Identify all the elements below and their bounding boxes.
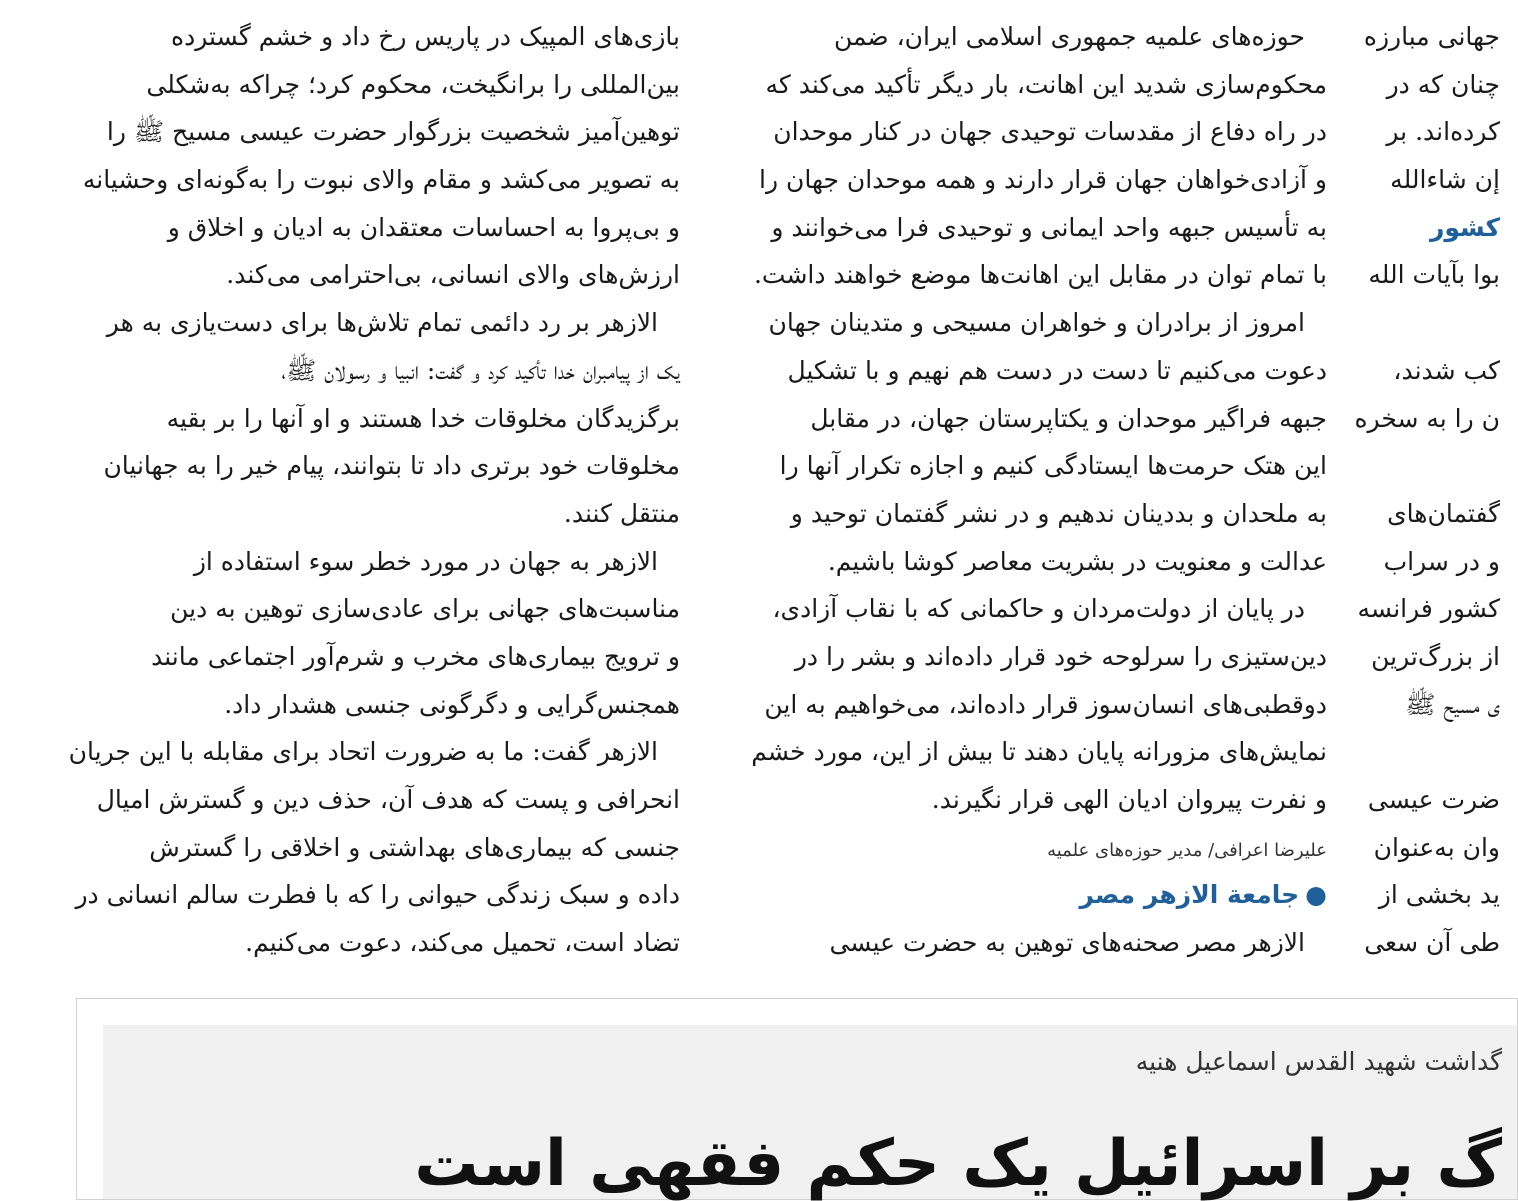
bullet-icon: ● xyxy=(1305,880,1327,910)
text-line: کشور فرانسه xyxy=(1357,594,1500,624)
related-article-headline: گ بر اسرائیل یک حکم فقهی است xyxy=(414,1127,1502,1201)
related-article-box xyxy=(76,998,1518,1200)
text-line: این هتک حرمت‌ها ایستادگی کنیم و اجازه تکرار آنها را xyxy=(779,451,1327,481)
text-line: با تمام توان در مقابل این اهانت‌ها موضع خواهند داشت. xyxy=(753,260,1327,290)
text-line: جنسی که بیماری‌های بهداشتی و اخلاقی را گسترش xyxy=(149,832,680,862)
text-line: مناسبت‌های جهانی برای عادی‌سازی توهین به دین xyxy=(170,594,680,624)
text-line: امروز از برادران و خواهران مسیحی و متدینان جهان xyxy=(768,308,1305,338)
text-line: الازهر مصر صحنه‌های توهین به حضرت عیسی xyxy=(829,928,1305,958)
text-line: به تصویر می‌کشد و مقام والای نبوت را به‌گونه‌ای وحشیانه xyxy=(82,165,680,195)
text-line: الازهر گفت: ما به ضرورت اتحاد برای مقابله با این جریان xyxy=(68,737,658,767)
text-line: برگزیدگان مخلوقات خدا هستند و او آنها را بر بقیه xyxy=(166,403,680,433)
text-line: جهانی مبارزه xyxy=(1363,22,1500,51)
text-line: و بی‌پروا به احساسات معتقدان به ادیان و اخلاق و xyxy=(167,212,680,242)
related-article-panel xyxy=(103,1025,1517,1199)
article-column-left xyxy=(68,13,680,967)
text-line: الازهر به جهان در مورد خطر سوء استفاده از xyxy=(193,546,658,576)
text-line: عدالت و معنویت در بشریت معاصر کوشا باشیم. xyxy=(827,546,1327,576)
text-line: و آزادی‌خواهان جهان قرار دارند و همه موحدان جهان را xyxy=(759,165,1327,195)
article-column-right-cropped xyxy=(1354,13,1500,967)
author-credit xyxy=(727,824,1327,872)
text-line: جبهه فراگیر موحدان و یکتاپرستان جهان، در مقابل xyxy=(810,403,1327,433)
text-line: کرده‌اند. بر xyxy=(1386,117,1500,147)
text-line: و در سراب xyxy=(1383,546,1500,576)
text-line: دعوت می‌کنیم تا دست در دست هم نهیم و با تشکیل xyxy=(787,355,1327,385)
text-line: بازی‌های المپیک در پاریس رخ داد و خشم گسترده xyxy=(171,22,680,51)
text-line: گفتمان‌های xyxy=(1387,498,1500,528)
text-line: محکوم‌سازی شدید این اهانت، بار دیگر تأکید می‌کند که xyxy=(765,69,1327,99)
section-subhead xyxy=(727,871,1327,919)
related-article-kicker: گداشت شهید القدس اسماعیل هنیه xyxy=(1135,1047,1502,1076)
text-line: تضاد است، تحمیل می‌کند، دعوت می‌کنیم. xyxy=(245,928,680,958)
text-line: توهین‌آمیز شخصیت بزرگوار حضرت عیسی مسیح ﷺ را xyxy=(106,117,680,147)
text-line: در پایان از دولت‌مردان و حاکمانی که با نقاب آزادی، xyxy=(772,594,1305,624)
text-line: بین‌المللی را برانگیخت، محکوم کرد؛ چراکه به‌شکلی xyxy=(146,69,680,99)
author-credit-text: علیرضا اعرافی/ مدیر حوزه‌های علمیه xyxy=(1047,839,1327,861)
text-line: و ترویج بیماری‌های مخرب و شرم‌آور اجتماعی مانند xyxy=(151,641,680,671)
text-line: همجنس‌گرایی و دگرگونی جنسی هشدار داد. xyxy=(224,689,680,719)
text-line: در راه دفاع از مقدسات توحیدی جهان در کنار موحدان xyxy=(773,117,1327,147)
text-line: إن شاءالله xyxy=(1390,165,1500,195)
text-line xyxy=(1372,442,1500,490)
text-line: چنان که در xyxy=(1386,69,1500,99)
text-line: نمایش‌های مزورانه پایان دهند تا بیش از این، مورد خشم xyxy=(751,737,1327,767)
text-line: به تأسیس جبهه واحد ایمانی و توحیدی فرا می‌خوانند و xyxy=(771,212,1327,242)
text-line xyxy=(1372,728,1500,776)
article-column-middle xyxy=(727,13,1327,967)
text-line: بوا بآیات الله xyxy=(1368,260,1500,290)
text-line: ن را به سخره xyxy=(1354,403,1500,433)
text-line: دین‌ستیزی را سرلوحه خود قرار داده‌اند و بشر را در xyxy=(794,641,1327,671)
text-line xyxy=(1372,299,1500,347)
text-line: ضرت عیسی xyxy=(1367,785,1500,814)
text-line: داده و سبک زندگی حیوانی را که با فطرت سالم انسانی در xyxy=(75,880,680,910)
text-line: به ملحدان و بددینان ندهیم و در نشر گفتمان توحید و xyxy=(790,498,1327,528)
text-line: وان به‌عنوان xyxy=(1373,832,1500,862)
text-line: ی مسیح ﷺ xyxy=(1405,689,1500,719)
text-line: مخلوقات خود برتری داد تا بتوانند، پیام خیر را به جهانیان xyxy=(103,451,680,481)
section-subhead-text: جامعة الازهر مصر xyxy=(1079,880,1300,910)
text-line: الازهر بر رد دائمی تمام تلاش‌ها برای دست‌یازی به هر xyxy=(106,308,658,338)
text-line: کب شدند، xyxy=(1393,355,1500,385)
text-line: و نفرت پیروان ادیان الهی قرار نگیرند. xyxy=(931,785,1327,814)
text-line: حوزه‌های علمیه جمهوری اسلامی ایران، ضمن xyxy=(833,22,1305,51)
text-line: منتقل کنند. xyxy=(563,498,680,528)
text-line: انحرافی و پست که هدف آن، حذف دین و گسترش امیال xyxy=(96,785,680,814)
section-subhead-partial: کشور xyxy=(1429,212,1500,242)
text-line: ید بخشی از xyxy=(1378,880,1500,910)
text-line: از بزرگ‌ترین xyxy=(1371,641,1500,671)
text-line: ارزش‌های والای انسانی، بی‌احترامی می‌کند. xyxy=(226,260,680,290)
text-line: طی آن سعی xyxy=(1364,928,1500,958)
text-line: دوقطبی‌های انسان‌سوز قرار داده‌اند، می‌خواهیم به این xyxy=(764,689,1327,719)
text-line: یک از پیامبران خدا تأکید کرد و گفت: انبیا و رسولان ﷺ، xyxy=(281,355,680,385)
